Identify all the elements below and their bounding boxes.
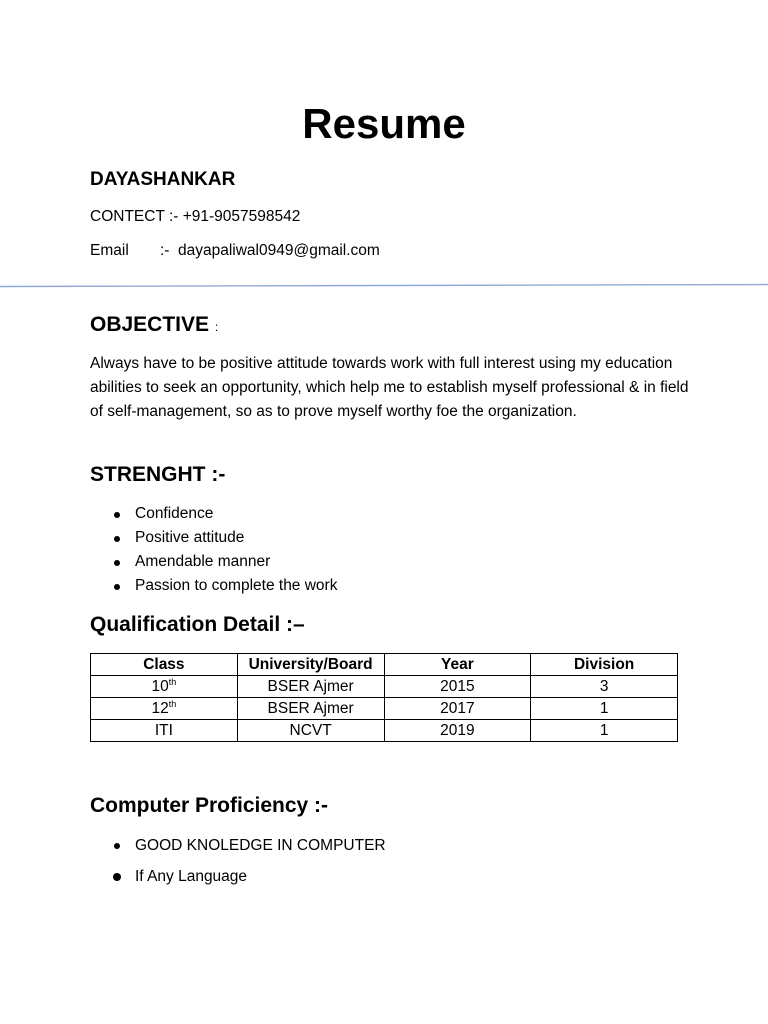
class-cell: ITI <box>91 720 238 742</box>
column-header: University/Board <box>237 654 384 676</box>
year-cell: 2019 <box>384 720 531 742</box>
column-header: Year <box>384 654 531 676</box>
qualification-heading: Qualification Detail :– <box>90 613 305 636</box>
table-row <box>91 676 678 698</box>
strength-item: Amendable manner <box>90 550 337 574</box>
header-divider <box>0 283 768 288</box>
computer-list <box>90 830 386 892</box>
column-header: Division <box>531 654 678 676</box>
column-header: Class <box>91 654 238 676</box>
class-cell: 10th <box>91 676 238 698</box>
board-cell: NCVT <box>237 720 384 742</box>
email-separator: :- <box>160 242 170 259</box>
objective-heading-suffix: : <box>214 320 219 334</box>
contact-line: CONTECT :- +91-9057598542 <box>90 208 301 225</box>
qualification-table <box>90 653 678 742</box>
strength-item: Confidence <box>90 502 337 526</box>
computer-item: GOOD KNOLEDGE IN COMPUTER <box>90 830 386 861</box>
strength-item: Positive attitude <box>90 526 337 550</box>
year-cell: 2017 <box>384 698 531 720</box>
strength-list <box>90 502 337 598</box>
computer-heading: Computer Proficiency :- <box>90 794 329 817</box>
computer-item: If Any Language <box>90 861 386 892</box>
candidate-name: DAYASHANKAR <box>90 169 236 190</box>
board-cell: BSER Ajmer <box>237 698 384 720</box>
division-cell: 1 <box>531 698 678 720</box>
division-cell: 1 <box>531 720 678 742</box>
objective-text: Always have to be positive attitude towards work with full interest using my education abilities to seek an opportunity, which help me to establish myself professional & in field of self-management, so as to prove myself worthy foe the organization. <box>90 355 689 420</box>
objective-heading <box>90 312 218 340</box>
strength-heading: STRENGHT :- <box>90 463 226 486</box>
table-header-row <box>91 654 678 676</box>
email-label: Email <box>90 242 129 259</box>
class-cell: 12th <box>91 698 238 720</box>
strength-item: Passion to complete the work <box>90 574 337 598</box>
email-value: dayapaliwal0949@gmail.com <box>178 242 380 259</box>
page-title: Resume <box>302 100 466 147</box>
email-line <box>90 241 380 261</box>
board-cell: BSER Ajmer <box>237 676 384 698</box>
table-row <box>91 698 678 720</box>
objective-heading-text: OBJECTIVE <box>90 313 210 336</box>
year-cell: 2015 <box>384 676 531 698</box>
table-row <box>91 720 678 742</box>
division-cell: 3 <box>531 676 678 698</box>
